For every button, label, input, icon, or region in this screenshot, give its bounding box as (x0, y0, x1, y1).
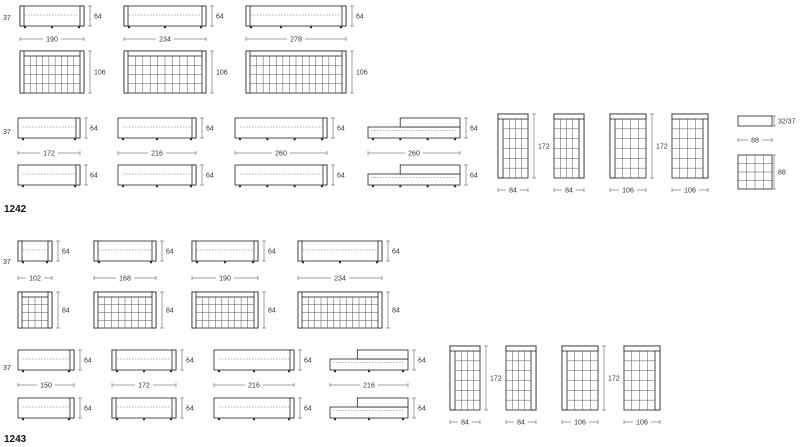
sofa-foot (116, 370, 118, 372)
sofa-foot (266, 138, 268, 140)
sofa-foot (46, 261, 48, 263)
sofa-foot (253, 418, 255, 420)
sofa-front-view (368, 118, 460, 140)
sofa-backrest-top (124, 51, 206, 56)
sofa-foot (426, 185, 428, 187)
sofa-foot (321, 138, 323, 140)
chaise-backrest-top (450, 346, 480, 351)
sofa-arm (342, 6, 346, 26)
chaise-module-1242 (672, 114, 708, 195)
sofa-body (112, 398, 176, 418)
sofa-module-1242 (246, 6, 368, 93)
sofa-foot (218, 370, 220, 372)
sofa-arm (290, 350, 294, 370)
sofa-foot (24, 26, 26, 28)
height-label: 64 (62, 248, 70, 256)
sofa-arm (80, 6, 84, 26)
sofa-front-view (112, 398, 176, 420)
bench-module-1242 (118, 118, 214, 187)
depth-label: 84 (392, 307, 400, 315)
sofa-foot (454, 185, 456, 187)
chaise-module-1242 (554, 114, 584, 195)
sofa-foot (426, 138, 428, 140)
sofa-foot (22, 185, 24, 187)
width-label: 168 (119, 275, 131, 283)
sofa-foot (190, 185, 192, 187)
sofa-arm (192, 241, 196, 261)
sofa-foot (310, 26, 312, 28)
width-label: 84 (509, 187, 517, 195)
sofa-foot (68, 370, 70, 372)
sofa-foot (402, 418, 404, 420)
height-label: 64 (84, 357, 92, 365)
chaise-side-arm (562, 346, 567, 410)
sofa-arm-top (48, 292, 52, 328)
sofa-foot (376, 261, 378, 263)
sofa-backrest-top (246, 51, 346, 56)
sofa-front-view (20, 6, 84, 28)
depth-label: 84 (62, 307, 70, 315)
width-label: 106 (636, 419, 648, 427)
sofa-arm (94, 241, 98, 261)
sofa-backrest-top (18, 292, 52, 297)
seat-height-label: 37 (3, 15, 11, 22)
sofa-foot (399, 138, 401, 140)
sofa-front-view (235, 165, 327, 187)
bench-module-1243 (214, 350, 312, 420)
length-label: 172 (656, 143, 668, 151)
sofa-arm (192, 118, 196, 138)
chaise-side-arm (450, 346, 455, 410)
sofa-foot (200, 26, 202, 28)
height-label: 64 (470, 125, 478, 133)
sofa-front-view (18, 350, 74, 372)
sofa-backrest (400, 165, 460, 174)
chaise-module-1242 (610, 114, 668, 195)
sofa-foot (372, 185, 374, 187)
depth-label: 84 (268, 307, 276, 315)
sofa-arm-top (246, 51, 250, 93)
height-label: 64 (206, 125, 214, 133)
sofa-body (235, 165, 327, 185)
sofa-foot (78, 26, 80, 28)
sofa-arm (172, 350, 176, 370)
sofa-arm (298, 241, 302, 261)
seat-height-label: 37 (3, 365, 11, 372)
sofa-body (18, 241, 52, 261)
sofa-foot (266, 185, 268, 187)
sofa-body (118, 118, 196, 138)
sofa-foot (74, 185, 76, 187)
sofa-front-view (235, 118, 327, 140)
sofa-backrest-top (20, 51, 84, 56)
sofa-foot (454, 138, 456, 140)
series-title-1242: 1242 (4, 204, 27, 215)
sofa-body (18, 165, 80, 185)
sofa-foot (288, 418, 290, 420)
sofa-front-view (112, 350, 176, 372)
sofa-body (112, 350, 176, 370)
pouf-module-1242 (738, 116, 796, 189)
sofa-arm-top (152, 292, 156, 328)
chaise-module-1243 (562, 346, 620, 427)
chaise-backrest-top (554, 114, 584, 119)
chaise-side-arm (531, 346, 536, 410)
sofa-foot (22, 138, 24, 140)
depth-label: 106 (356, 69, 368, 77)
chaise-module-1242 (498, 114, 550, 195)
sofa-arm-top (20, 51, 24, 93)
sofa-foot (156, 185, 158, 187)
sofa-backrest (357, 350, 408, 359)
sofa-foot (22, 370, 24, 372)
sofa-foot (128, 26, 130, 28)
sofa-arm (124, 6, 128, 26)
width-label: 216 (151, 150, 163, 158)
sofa-foot (122, 138, 124, 140)
seat-height-label: 37 (3, 129, 11, 136)
width-label: 106 (684, 187, 696, 195)
sofa-foot (68, 418, 70, 420)
sofa-backrest (400, 118, 460, 127)
sofa-backrest (357, 398, 408, 407)
chaise-module-1243 (450, 346, 502, 427)
sofa-arm (192, 165, 196, 185)
width-label: 216 (248, 382, 260, 390)
depth-label: 84 (166, 307, 174, 315)
width-label: 216 (363, 382, 375, 390)
width-label: 172 (43, 150, 55, 158)
sofa-foot (372, 138, 374, 140)
sofa-foot (293, 185, 295, 187)
sofa-foot (321, 185, 323, 187)
height-label: 64 (268, 248, 276, 256)
sofa-body (192, 241, 258, 261)
sofa-foot (239, 138, 241, 140)
height-label: 64 (186, 405, 194, 413)
sofa-foot (143, 370, 145, 372)
chaise-backrest-top (610, 114, 646, 119)
sofa-foot (98, 261, 100, 263)
chaise-backrest-top (624, 346, 660, 351)
width-label: 106 (622, 187, 634, 195)
sofa-arm (70, 398, 74, 418)
sofa-arm-top (298, 292, 302, 328)
sofa-front-view (330, 350, 408, 372)
sofa-front-view (298, 241, 382, 263)
width-label: 260 (275, 150, 287, 158)
depth-label: 106 (94, 69, 106, 77)
chaise-backrest-top (562, 346, 598, 351)
sofa-arm-top (202, 51, 206, 93)
series-1243 (4, 434, 27, 445)
width-label: 106 (574, 419, 586, 427)
sofa-foot (340, 26, 342, 28)
height-label: 64 (418, 405, 426, 413)
height-label: 64 (94, 13, 102, 21)
sofa-foot (339, 261, 341, 263)
sofa-arm (323, 165, 327, 185)
sofa-foot (368, 370, 370, 372)
sofa-front-view (118, 118, 196, 140)
sofa-body (214, 350, 294, 370)
sofa-module-1243 (3, 241, 70, 328)
sofa-body (18, 398, 74, 418)
bench-module-1243 (330, 350, 426, 420)
sofa-foot (190, 138, 192, 140)
sofa-foot (253, 370, 255, 372)
sofa-backrest-top (298, 292, 382, 297)
length-label: 172 (608, 375, 620, 383)
height-label: 64 (84, 405, 92, 413)
height-label: 64 (304, 405, 312, 413)
width-label: 84 (461, 419, 469, 427)
width-label: 190 (46, 36, 58, 44)
sofa-foot (143, 418, 145, 420)
sofa-arm (70, 350, 74, 370)
sofa-seat-base (368, 174, 460, 185)
sofa-front-view (18, 118, 80, 140)
sofa-arm-top (378, 292, 382, 328)
width-label: 190 (219, 275, 231, 283)
height-label: 64 (418, 357, 426, 365)
sofa-front-view (18, 165, 80, 187)
sofa-front-view (18, 241, 52, 263)
bench-module-1243 (3, 350, 92, 420)
sofa-body (18, 350, 74, 370)
height-label: 64 (337, 125, 345, 133)
sofa-foot (239, 185, 241, 187)
sofa-arm (378, 241, 382, 261)
sofa-foot (170, 418, 172, 420)
height-label: 64 (206, 172, 214, 180)
sofa-foot (150, 261, 152, 263)
bench-module-1243 (112, 350, 194, 420)
seat-height-label: 37 (3, 259, 11, 266)
sofa-foot (334, 418, 336, 420)
length-label: 172 (538, 143, 550, 151)
sofa-arm (48, 241, 52, 261)
sofa-top-view (20, 51, 84, 93)
width-label: 234 (334, 275, 346, 283)
width-label: 172 (138, 382, 150, 390)
sofa-seat-base (368, 127, 460, 138)
sofa-module-1243 (192, 241, 276, 328)
sofa-arm (254, 241, 258, 261)
sofa-front-view (124, 6, 206, 28)
sofa-arm-top (254, 292, 258, 328)
chaise-side-arm (703, 114, 708, 178)
sofa-arm (172, 398, 176, 418)
sofa-foot (334, 370, 336, 372)
chaise-side-arm (610, 114, 615, 178)
sofa-front-view (330, 398, 408, 420)
sofa-arm-top (18, 292, 22, 328)
sofa-arm-top (80, 51, 84, 93)
sofa-module-1242 (124, 6, 228, 93)
sofa-backrest-top (94, 292, 156, 297)
sofa-arm-top (94, 292, 98, 328)
bench-module-1242 (3, 118, 98, 187)
bench-module-1242 (235, 118, 345, 187)
sofa-foot (250, 26, 252, 28)
sofa-module-1243 (298, 241, 400, 328)
sofa-foot (224, 261, 226, 263)
width-label: 88 (751, 137, 759, 145)
sofa-foot (399, 185, 401, 187)
sofa-body (18, 118, 80, 138)
height-label: 64 (356, 13, 364, 21)
height-label: 64 (90, 125, 98, 133)
chaise-backrest-top (506, 346, 536, 351)
sofa-foot (156, 138, 158, 140)
sofa-foot (164, 26, 166, 28)
sofa-arm (323, 118, 327, 138)
sofa-front-view (246, 6, 346, 28)
sofa-body (298, 241, 382, 261)
height-label: 64 (90, 172, 98, 180)
sofa-arm (290, 398, 294, 418)
sofa-body (246, 6, 346, 26)
sofa-arm (112, 350, 116, 370)
sofa-arm (20, 6, 24, 26)
height-label: 64 (186, 357, 194, 365)
sofa-body (20, 6, 84, 26)
width-label: 278 (290, 36, 302, 44)
sofa-foot (402, 370, 404, 372)
series-1242 (4, 204, 27, 215)
sofa-front-view (192, 241, 258, 263)
sofa-front-view (368, 165, 460, 187)
sofa-foot (170, 370, 172, 372)
sofa-foot (293, 138, 295, 140)
sofa-foot (122, 185, 124, 187)
chaise-side-arm (579, 114, 584, 178)
pouf-height-label: 32/37 (778, 118, 796, 126)
sofa-arm (152, 241, 156, 261)
bench-module-1242 (368, 118, 478, 187)
sofa-module-1242 (3, 6, 106, 93)
sofa-foot (74, 138, 76, 140)
length-label: 172 (490, 375, 502, 383)
chaise-side-arm (655, 346, 660, 410)
sofa-front-view (94, 241, 156, 263)
sofa-seat-base (330, 407, 408, 418)
sofa-foot (280, 26, 282, 28)
sofa-arm (246, 6, 250, 26)
pouf-front-view (738, 116, 772, 126)
sofa-arm-top (342, 51, 346, 93)
sofa-foot (51, 26, 53, 28)
sofa-foot (302, 261, 304, 263)
chaise-module-1243 (506, 346, 536, 427)
sofa-arm (76, 165, 80, 185)
width-label: 260 (408, 150, 420, 158)
sofa-foot (22, 418, 24, 420)
height-label: 64 (392, 248, 400, 256)
width-label: 234 (159, 36, 171, 44)
width-label: 150 (40, 382, 52, 390)
sofa-foot (22, 261, 24, 263)
sofa-body (124, 6, 206, 26)
sofa-arm-top (124, 51, 128, 93)
sofa-arm-top (192, 292, 196, 328)
sofa-body (118, 165, 196, 185)
height-label: 64 (337, 172, 345, 180)
sofa-front-view (214, 350, 294, 372)
width-label: 84 (565, 187, 573, 195)
sofa-front-view (214, 398, 294, 420)
sofa-seat-base (330, 359, 408, 370)
sofa-backrest-top (192, 292, 258, 297)
sofa-arm (112, 398, 116, 418)
width-label: 102 (29, 275, 41, 283)
sofa-module-1243 (94, 241, 174, 328)
height-label: 64 (304, 357, 312, 365)
height-label: 64 (166, 248, 174, 256)
sofa-foot (196, 261, 198, 263)
sofa-arm (76, 118, 80, 138)
sofa-body (94, 241, 156, 261)
sofa-arm (202, 6, 206, 26)
sofa-body (235, 118, 327, 138)
width-label: 84 (517, 419, 525, 427)
drawings-layer (3, 6, 796, 427)
height-label: 64 (470, 172, 478, 180)
height-label: 64 (216, 13, 224, 21)
pouf-depth-label: 88 (778, 169, 786, 177)
sofa-front-view (118, 165, 196, 187)
chaise-backrest-top (672, 114, 708, 119)
sofa-foot (368, 418, 370, 420)
sofa-foot (218, 418, 220, 420)
sofa-foot (116, 418, 118, 420)
sofa-body (214, 398, 294, 418)
series-title-1243: 1243 (4, 434, 27, 445)
sofa-foot (288, 370, 290, 372)
chaise-module-1243 (624, 346, 660, 427)
chaise-side-arm (498, 114, 503, 178)
sofa-foot (252, 261, 254, 263)
chaise-backrest-top (498, 114, 528, 119)
sofa-arm (18, 241, 22, 261)
sofa-front-view (18, 398, 74, 420)
depth-label: 106 (216, 69, 228, 77)
